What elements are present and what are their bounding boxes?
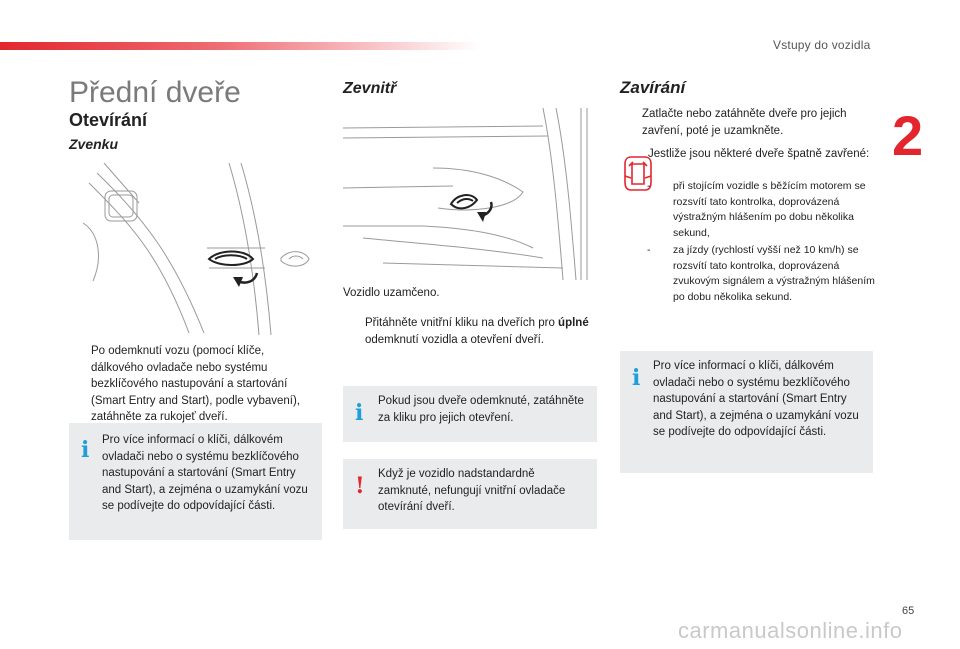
door-open-warning (620, 146, 880, 341)
interior-handle-illustration (343, 108, 597, 280)
door-open-warning-list (647, 179, 879, 305)
list-item (647, 179, 879, 241)
bullet-open-inside-text-post: odemknutí vozidla a otevření dveří. (365, 333, 544, 346)
bullet-open-inside-text (365, 315, 597, 348)
list-dash: - (647, 180, 651, 192)
bullet-open-outside-text: Po odemknutí vozu (pomocí klíče, dálkového ovladače nebo systému bezklíčového nastupování a startování (Smart Entry and Start), podle vybavení), zatáhněte za rukojeť dveří. (91, 345, 301, 423)
bullet-close (620, 106, 870, 139)
list-item-text: za jízdy (rychlostí vyšší než 10 km/h) se rozsvítí tato kontrolka, doprovázená zvukovým signálem a výstražným hlášením po dobu několika sekund. (673, 244, 875, 303)
info-icon: i (632, 365, 641, 391)
warning-note-col2-text: Když je vozidlo nadstandardně zamknuté, nefungují vnitřní ovladače otevírání dveří. (378, 468, 566, 513)
watermark: carmanualsonline.info (678, 618, 903, 643)
section-title: Vstupy do vozidla (773, 38, 871, 52)
door-open-warning-intro: Jestliže jsou některé dveře špatně zavřené: (648, 148, 870, 160)
info-icon: i (355, 400, 364, 426)
info-icon: i (81, 437, 90, 463)
info-note-col3 (620, 351, 873, 473)
info-note-col2 (343, 386, 597, 442)
list-item (647, 243, 879, 305)
subheading-outside: Zvenku (69, 136, 119, 152)
list-item-text: při stojícím vozidle s běžícím motorem se rozsvítí tato kontrolka, doprovázená výstražným hlášením po dobu několika sekund, (673, 180, 866, 239)
heading-closing: Zavírání (620, 78, 686, 97)
exterior-handle-illustration (69, 163, 323, 335)
info-note-col1 (69, 423, 322, 540)
list-dash: - (647, 244, 651, 256)
exterior-door-drawing (69, 163, 323, 335)
page-title: Přední dveře (69, 76, 241, 109)
interior-door-drawing (343, 108, 597, 280)
info-note-col3-text: Pro více informací o klíči, dálkovém ovladači nebo o systému bezklíčového nastupování a startování (Smart Entry and Start), a zejména o uzamykání vozu se podívejte do odpovídající části. (653, 360, 859, 438)
bullet-open-inside-text-pre: Přitáhněte vnitřní kliku na dveřích pro (365, 317, 559, 329)
bullet-open-inside-text-bold: úplné (558, 317, 589, 329)
bullet-close-text: Zatlačte nebo zatáhněte dveře pro jejich zavření, poté je uzamkněte. (642, 108, 847, 137)
locked-caption: Vozidlo uzamčeno. (343, 287, 440, 299)
subtitle-opening: Otevírání (69, 110, 148, 130)
info-note-col1-text: Pro více informací o klíči, dálkovém ovladači nebo o systému bezklíčového nastupování a startování (Smart Entry and Start), a zejména o uzamykání vozu se podívejte do odpovídající části. (102, 434, 308, 512)
bullet-open-outside (69, 343, 319, 426)
warning-exclamation-icon: ! (355, 473, 365, 499)
info-note-col2-text: Pokud jsou dveře odemknuté, zatáhněte za kliku pro jejich otevření. (378, 395, 584, 424)
chapter-number: 2 (892, 104, 924, 167)
page-number: 65 (902, 605, 915, 617)
header-stripe (0, 42, 480, 50)
bullet-open-inside (343, 315, 597, 348)
warning-note-col2 (343, 459, 597, 529)
heading-inside: Zevnitř (343, 80, 397, 97)
